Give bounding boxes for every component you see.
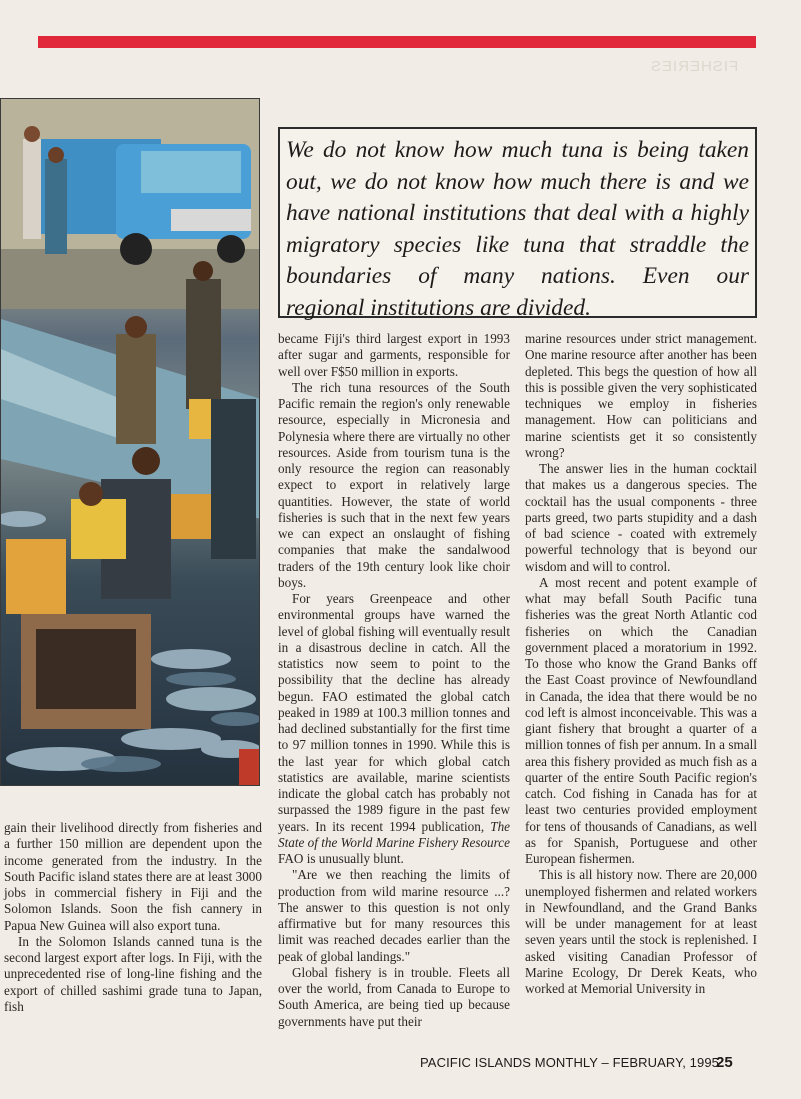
pull-quote-line-5: the boundaries of many nations. Even our	[286, 231, 749, 290]
pull-quote-line-3: have national institutions that deal with a	[286, 200, 684, 227]
column-2-paragraph-2: The rich tuna resources of the South Pacific remain the region's only renewable resource, especially in Micronesia and Polynesia where there are virtually no other resources. Aside from tourism tuna is the only resource the region can reasonably expect to export in relatively large quantities. However, the state of world fisheries is such that in the next few years we can expect an onslaught of fishing companies that make the sandalwood traders of the 19th century look like choir boys.	[278, 379, 510, 590]
column-2-paragraph-5: Global fishery is in trouble. Fleets all over the world, from Canada to Europe to South America, are being tied up because governments have put their	[278, 964, 510, 1029]
header-accent-bar	[38, 36, 756, 48]
column-2-paragraph-1: became Fiji's third largest export in 1993 after sugar and garments, responsible for well over F$50 million in exports.	[278, 331, 510, 379]
show-through-section-label: FISHERIES	[650, 58, 739, 75]
pull-quote-text	[286, 135, 749, 325]
column-2-paragraph-3	[278, 591, 510, 867]
column-2-paragraph-3-tail: FAO is unusually blunt.	[278, 851, 404, 866]
article-column-1	[4, 820, 262, 1015]
page-number: 25	[716, 1054, 733, 1071]
article-column-3	[525, 331, 757, 997]
column-1-paragraph-1: gain their livelihood directly from fisheries and a further 150 million are dependent upon the income generated from the industry. In the South Pacific island states there are at least 3000 jobs in commercial fishery in Fiji and the Solomon Islands. Soon the fish cannery in Papua New Guinea will also export tuna.	[4, 820, 262, 933]
fishing-dock-illustration	[1, 99, 260, 786]
publication-title: The State of the World Marine Fishery Resource	[278, 818, 511, 850]
column-3-paragraph-2: The answer lies in the human cocktail that makes us a dangerous species. The cocktail has the usual components - three parts greed, two parts stupidity and a dash of bad science - coated with extremely powerful technology that is beyond our wisdom and will to control.	[525, 461, 757, 574]
pull-quote-line-2: out, we do not know how much there is and we	[286, 168, 749, 195]
pull-quote-line-1: We do not know how much tuna is being taken	[286, 137, 749, 163]
column-3-paragraph-1: marine resources under strict management. One marine resource after another has been depleted. This begs the question of how all this is possible given the very sophisticated techniques we employ in fisheries management. How can politicians and marine scientists get it so consistently wrong?	[525, 331, 757, 460]
column-3-paragraph-3: A most recent and potent example of what may befall South Pacific tuna fisheries was the great North Atlantic cod fisheries on which the Canadian government placed a moratorium in 1992. To those who know the Grand Banks off the East Coast province of Newfoundland in Canada, the idea that there would be no cod left is almost inconceivable. This was a giant fishery that brought a quarter of a million tonnes of fish per annum. In a small area this fishery provided as much fish as a quarter of the entire South Pacific region's catch. Cod fishing in Canada has for at least two centuries provided employment for tens of thousands of Canadians, as well as for Spanish, Portuguese and other European fishermen.	[525, 574, 757, 866]
fishing-dock-photo	[0, 98, 260, 786]
pull-quote-line-4: highly migratory species like tuna that straddle	[286, 200, 749, 258]
column-3-paragraph-4: This is all history now. There are 20,000 unemployed fishermen and related workers in Newfoundland, and the Grand Banks will be under management for at least seven years until the stock is replenished. I asked visiting Canadian Professor of Marine Ecology, Dr Derek Keats, who worked at Memorial University in	[525, 867, 757, 996]
page-footer	[420, 1055, 750, 1070]
column-2-paragraph-4: "Are we then reaching the limits of production from wild marine resource ...? The answer to this question is not only affirmative but for many resources this limit was reached decades earlier than the peak of global landings."	[278, 867, 510, 964]
column-2-paragraph-3-text: For years Greenpeace and other environmental groups have warned the level of global fishing will eventually result in a disastrous decline in catch. All the statistics now seem to point to the possibility that the decline has already begun. FAO estimated the global catch peaked in 1989 at 100.3 million tonnes and had declined substantially for the first time to 97 million tonnes in 1990. While this is the last year for which global catch statistics are available, marine scientists indicate the global catch has probably not surpassed the 1989 figure in the past few years. In its recent 1994 publication,	[278, 591, 510, 834]
pull-quote-line-6: regional institutions are divided.	[286, 294, 591, 321]
magazine-issue-line: PACIFIC ISLANDS MONTHLY – FEBRUARY, 1995	[420, 1055, 720, 1070]
column-1-paragraph-2: In the Solomon Islands canned tuna is the second largest export after logs. In Fiji, with the unprecedented rise of long-line fishing and the export of chilled sashimi grade tuna to Japan, fish	[4, 933, 262, 1014]
pull-quote-box	[278, 127, 757, 321]
article-column-2	[278, 331, 510, 1030]
